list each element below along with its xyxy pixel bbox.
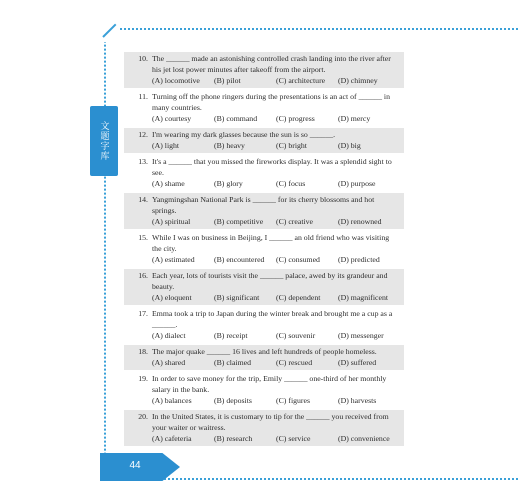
question-text: I'm wearing my dark glasses because the sun is so ______.: [152, 130, 336, 139]
option-c: (C) bright: [276, 141, 307, 150]
question-text: Yangmingshan National Park is ______ for its cherry blossoms and hot springs.: [152, 195, 375, 215]
option-b: (B) receipt: [214, 331, 248, 340]
corner-decoration: [100, 24, 118, 42]
option-a: (A) courtesy: [152, 114, 192, 123]
option-a: (A) estimated: [152, 255, 195, 264]
question-text: The ______ made an astonishing controlled crash landing into the river after his jet lost power minutes after takeoff from the airport.: [152, 54, 391, 74]
option-b: (B) deposits: [214, 396, 252, 405]
option-c: (C) figures: [276, 396, 310, 405]
question-12: [124, 128, 404, 153]
option-b: (B) pilot: [214, 76, 241, 85]
option-a: (A) dialect: [152, 331, 186, 340]
question-17: [124, 307, 404, 343]
question-number: 17.: [138, 309, 148, 318]
option-c: (C) focus: [276, 179, 306, 188]
question-number: 18.: [138, 347, 148, 356]
option-c: (C) service: [276, 434, 311, 443]
option-b: (B) significant: [214, 293, 260, 302]
option-a: (A) shame: [152, 179, 185, 188]
question-text: It's a ______ that you missed the fireworks display. It was a splendid sight to see.: [152, 157, 392, 177]
option-a: (A) eloquent: [152, 293, 192, 302]
side-tab-label: 文题字库: [98, 121, 109, 161]
option-c: (C) dependent: [276, 293, 321, 302]
option-a: (A) balances: [152, 396, 192, 405]
option-c: (C) consumed: [276, 255, 320, 264]
question-list: [124, 52, 404, 448]
question-text: The major quake ______ 16 lives and left hundreds of people homeless.: [152, 347, 377, 356]
question-14: [124, 193, 404, 229]
option-a: (A) cafeteria: [152, 434, 192, 443]
option-d: (D) magnificent: [338, 293, 389, 302]
option-b: (B) research: [214, 434, 253, 443]
option-d: (D) purpose: [338, 179, 376, 188]
option-b: (B) claimed: [214, 358, 252, 367]
question-text: In the United States, it is customary to tip for the ______ you received from your waiter or waitress.: [152, 412, 389, 432]
option-a: (A) light: [152, 141, 180, 150]
option-a: (A) spiritual: [152, 217, 191, 226]
question-11: [124, 90, 404, 126]
option-d: (D) suffered: [338, 358, 377, 367]
option-a: (A) locomotive: [152, 76, 200, 85]
question-text: Emma took a trip to Japan during the winter break and brought me a cup as a ______.: [152, 309, 393, 329]
question-number: 14.: [138, 195, 148, 204]
question-13: [124, 155, 404, 191]
option-d: (D) mercy: [338, 114, 371, 123]
question-20: [124, 410, 404, 446]
option-a: (A) shared: [152, 358, 186, 367]
option-b: (B) command: [214, 114, 258, 123]
option-c: (C) architecture: [276, 76, 326, 85]
option-d: (D) harvests: [338, 396, 377, 405]
question-16: [124, 269, 404, 305]
option-b: (B) glory: [214, 179, 243, 188]
question-19: [124, 372, 404, 408]
option-d: (D) convenience: [338, 434, 390, 443]
question-number: 16.: [138, 271, 148, 280]
option-c: (C) souvenir: [276, 331, 316, 340]
question-number: 12.: [138, 130, 148, 139]
option-d: (D) predicted: [338, 255, 380, 264]
option-c: (C) rescued: [276, 358, 313, 367]
question-text: Each year, lots of tourists visit the ______ palace, awed by its grandeur and beauty.: [152, 271, 388, 291]
page-number: 44: [129, 460, 141, 471]
question-number: 10.: [138, 54, 148, 63]
question-10: [124, 52, 404, 88]
question-number: 15.: [138, 233, 148, 242]
question-18: [124, 345, 404, 370]
question-text: While I was on business in Beijing, I ______ an old friend who was visiting the city.: [152, 233, 390, 253]
option-d: (D) chimney: [338, 76, 378, 85]
option-c: (C) creative: [276, 217, 314, 226]
question-number: 11.: [138, 92, 148, 101]
question-text: Turning off the phone ringers during the presentations is an act of ______ in many countries.: [152, 92, 390, 112]
option-c: (C) progress: [276, 114, 315, 123]
option-d: (D) big: [338, 141, 361, 150]
question-15: [124, 231, 404, 267]
question-text: In order to save money for the trip, Emily ______ one-third of her monthly salary in the bank.: [152, 374, 387, 394]
question-number: 19.: [138, 374, 148, 383]
side-tab: [90, 106, 118, 176]
option-b: (B) competitive: [214, 217, 264, 226]
question-number: 20.: [138, 412, 148, 421]
option-d: (D) renowned: [338, 217, 382, 226]
option-b: (B) encountered: [214, 255, 265, 264]
option-b: (B) heavy: [214, 141, 245, 150]
question-number: 13.: [138, 157, 148, 166]
option-d: (D) messenger: [338, 331, 384, 340]
